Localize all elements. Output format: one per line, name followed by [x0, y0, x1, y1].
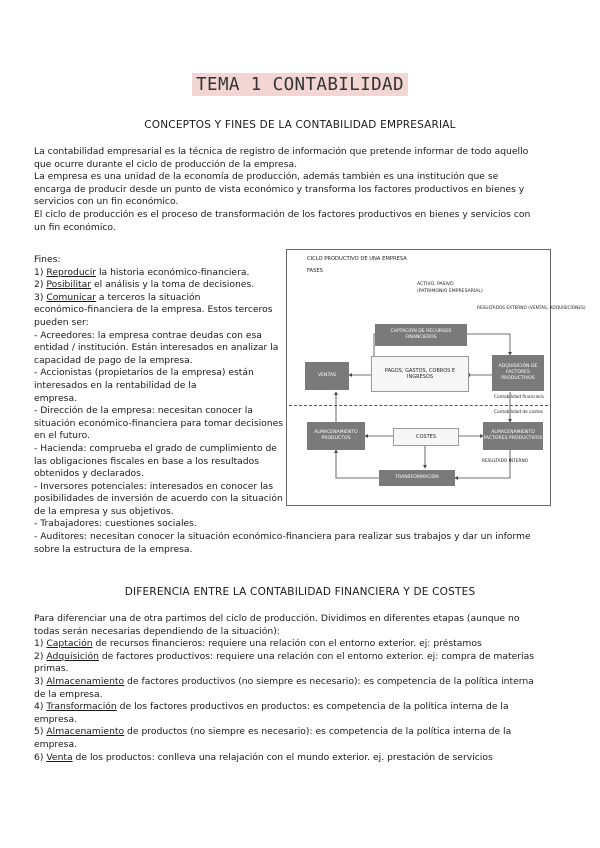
- fines-label: Fines:: [34, 254, 61, 265]
- fines-item: 3) Comunicar a terceros la situación: [34, 291, 201, 303]
- stage-item: 1) Captación de recursos financieros: requiere una relación con el entorno exterior. ej: préstamos: [34, 638, 482, 650]
- box-costes: COSTES: [393, 428, 459, 446]
- fines-line: interesados en la rentabilidad de la: [34, 379, 197, 391]
- page-title: TEMA 1 CONTABILIDAD: [192, 73, 408, 96]
- stage-cont: primas.: [34, 663, 69, 675]
- section1-heading: CONCEPTOS Y FINES DE LA CONTABILIDAD EMPRESARIAL: [144, 119, 456, 131]
- box-captacion: CAPTACIÓN DE RECURSOS FINANCIEROS: [375, 324, 467, 346]
- fines-line: en el futuro.: [34, 430, 90, 442]
- diagram-fases: FASES: [307, 268, 323, 274]
- stage-cont: empresa.: [34, 738, 77, 750]
- fines-line: obtenidos y declarados.: [34, 468, 144, 480]
- box-pagos: PAGOS, GASTOS, COBROS E INGRESOS: [371, 356, 469, 392]
- intro-line: La empresa es una unidad de la economía de producción, además también es una institución que se: [34, 171, 499, 183]
- fines-line: pueden ser:: [34, 316, 89, 328]
- diagram-resultado-interno: RESULTADO INTERNO: [482, 459, 529, 464]
- intro-line: La contabilidad empresarial es la técnica de registro de información que pretende informar de todo aquello: [34, 146, 529, 157]
- fines-item: 2) Posibilitar el análisis y la toma de decisiones.: [34, 279, 255, 291]
- stages-intro-line: Para diferenciar una de otra partimos del ciclo de producción. Dividimos en diferentes etapas (aunque no: [34, 613, 520, 624]
- intro-line: un fin económico.: [34, 221, 116, 233]
- diagram-cont-costes: Contabilidad de costes: [494, 410, 543, 415]
- fines-line: posibilidades de inversión de acuerdo con la situación: [34, 493, 283, 505]
- fines-line: - Inversores potenciales: interesados en conocer las: [34, 480, 274, 492]
- diagram-cont-financiera: Contabilidad financiera: [494, 395, 544, 400]
- fines-line: económico-financiera de la empresa. Estos terceros: [34, 304, 273, 316]
- stage-item: 4) Transformación de los factores productivos en productos: es competencia de la política interna de la: [34, 701, 509, 713]
- intro-paragraph: [34, 146, 530, 234]
- box-ventas: VENTAS: [305, 362, 349, 390]
- diagram-divider: [289, 405, 548, 406]
- fines-line: entidad / institución. Están interesados en analizar la: [34, 342, 279, 354]
- intro-line: que ocurre durante el ciclo de producción de la empresa.: [34, 158, 298, 170]
- box-transformacion: TRANSFORMACIÓN: [379, 470, 455, 486]
- stage-cont: empresa.: [34, 713, 77, 725]
- fines-line: las obligaciones fiscales en base a los resultados: [34, 455, 259, 467]
- fines-line: - Accionistas (propietarios de la empresa) están: [34, 367, 254, 379]
- arrow-almac-transf: [455, 450, 510, 478]
- diagram-activo-pasivo: ACTIVO, PASIVO: [417, 282, 454, 287]
- intro-line: servicios con un fin económico.: [34, 196, 179, 208]
- arrow-transf-almacprod: [336, 450, 379, 478]
- fines-line: - Hacienda: comprueba el grado de cumplimiento de: [34, 442, 277, 454]
- diagram-resultados: RESULTADOS EXTERNO (VENTAS, ADQUISICIONES): [477, 306, 586, 311]
- stage-item: 2) Adquisición de factores productivos: requiere una relación con el entorno exterior. ej: compra de materias: [34, 650, 534, 662]
- fines-item: 1) Reproducir la historia económico-financiera.: [34, 266, 250, 278]
- section2-heading: DIFERENCIA ENTRE LA CONTABILIDAD FINANCIERA Y DE COSTES: [124, 586, 476, 598]
- fines-line: situación económico-financiera para tomar decisiones: [34, 417, 284, 429]
- fines-line: - Auditores: necesitan conocer la situación económico-financiera para realizar sus trabajos y dar un informe: [34, 531, 531, 543]
- diagram-patrimonio: (PATRIMONIO EMPRESARIAL): [417, 289, 483, 294]
- stage-item: 6) Venta de los productos: conlleva una relajación con el mundo exterior. ej. prestación de servicios: [34, 751, 493, 763]
- box-almac-factores: ALMACENAMIENTO FACTORES PRODUCTIVOS: [483, 422, 543, 450]
- box-adquisicion: ADQUISICIÓN DE FACTORES PRODUCTIVOS: [492, 355, 544, 391]
- box-almac-productos: ALMACENAMIENTO PRODUCTOS: [307, 422, 365, 450]
- fines-line: - Dirección de la empresa: necesitan conocer la: [34, 405, 253, 417]
- stages-intro-line: todas serán necesarias dependiendo de la situación):: [34, 625, 280, 637]
- fines-line: empresa.: [34, 392, 77, 404]
- fines-line: capacidad de pago de la empresa.: [34, 354, 193, 366]
- arrow-captacion-adquisicion: [467, 334, 510, 355]
- stages-list: [34, 613, 534, 764]
- stage-item: 5) Almacenamiento de productos (no siempre es necesario): es competencia de la política interna de la: [34, 726, 512, 738]
- production-cycle-diagram: [286, 249, 586, 506]
- diagram-title: CICLO PRODUCTIVO DE UNA EMPRESA: [307, 256, 407, 262]
- fines-line: - Acreedores: la empresa contrae deudas con esa: [34, 329, 262, 341]
- fines-line: - Trabajadores: cuestiones sociales.: [34, 518, 197, 530]
- stage-item: 3) Almacenamiento de factores productivos (no siempre es necesario): es competencia de la política interna: [34, 675, 534, 687]
- fines-line: sobre la estructura de la empresa.: [34, 543, 193, 555]
- title-wrapper: [0, 73, 600, 96]
- intro-line: encarga de producir desde un punto de vista económico y transforma los factores productivos en bienes y: [34, 183, 525, 195]
- intro-line: El ciclo de producción es el proceso de transformación de los factores productivos en bienes y servicios con: [34, 208, 531, 220]
- stage-cont: de la empresa.: [34, 688, 103, 700]
- fines-line: de la empresa y sus objetivos.: [34, 505, 174, 517]
